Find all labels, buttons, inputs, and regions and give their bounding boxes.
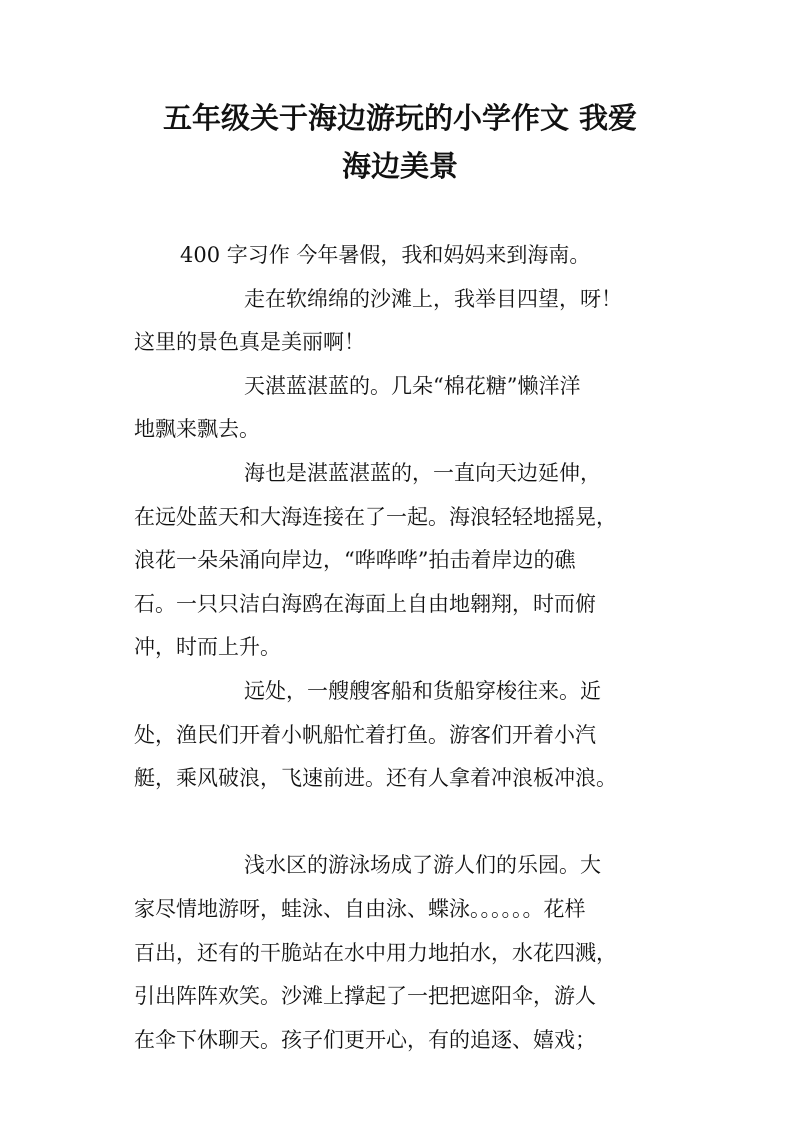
title-line-2: 海边美景 [341,149,458,183]
essay-line: 处，渔民们开着小帆船忙着打鱼。游客们开着小汽 [134,722,596,747]
essay-line: 艇，乘风破浪，飞速前进。还有人拿着冲浪板冲浪。 [134,766,617,791]
essay-line: 地飘来飘去。 [134,417,260,442]
essay-line: 浅水区的游泳场成了游人们的乐园。大 [244,853,601,878]
essay-line: 百出，还有的干脆站在水中用力地拍水，水花四溅， [134,940,617,965]
paragraph-gap [134,801,694,845]
document-title [0,94,800,190]
essay-line: 在伞下休聊天。孩子们更开心，有的追逐、嬉戏； [134,1027,596,1052]
essay-line: 远处，一艘艘客船和货船穿梭往来。近 [244,678,601,703]
essay-line: 冲，时而上升。 [134,635,281,660]
essay-line: 海也是湛蓝湛蓝的，一直向天边延伸， [244,460,601,485]
title-line-1: 五年级关于海边游玩的小学作文 我爱 [162,101,638,135]
essay-line: 走在软绵绵的沙滩上，我举目四望，呀！ [244,286,622,311]
essay-line: 家尽情地游呀，蛙泳、自由泳、蝶泳。。。。。。花样 [134,896,586,921]
essay-line: 在远处蓝天和大海连接在了一起。海浪轻轻地摇晃， [134,504,617,529]
essay-body [134,234,694,1062]
essay-line: 浪花一朵朵涌向岸边，“哗哗哗”拍击着岸边的礁 [134,548,576,573]
essay-line: 引出阵阵欢笑。沙滩上撑起了一把把遮阳伞，游人 [134,984,596,1009]
essay-line: 400 字习作 今年暑假，我和妈妈来到海南。 [180,243,591,267]
essay-line: 这里的景色真是美丽啊！ [134,330,365,355]
essay-line: 天湛蓝湛蓝的。几朵“棉花糖”懒洋洋 [244,373,581,398]
essay-line: 石。一只只洁白海鸥在海面上自由地翱翔，时而俯 [134,591,596,616]
